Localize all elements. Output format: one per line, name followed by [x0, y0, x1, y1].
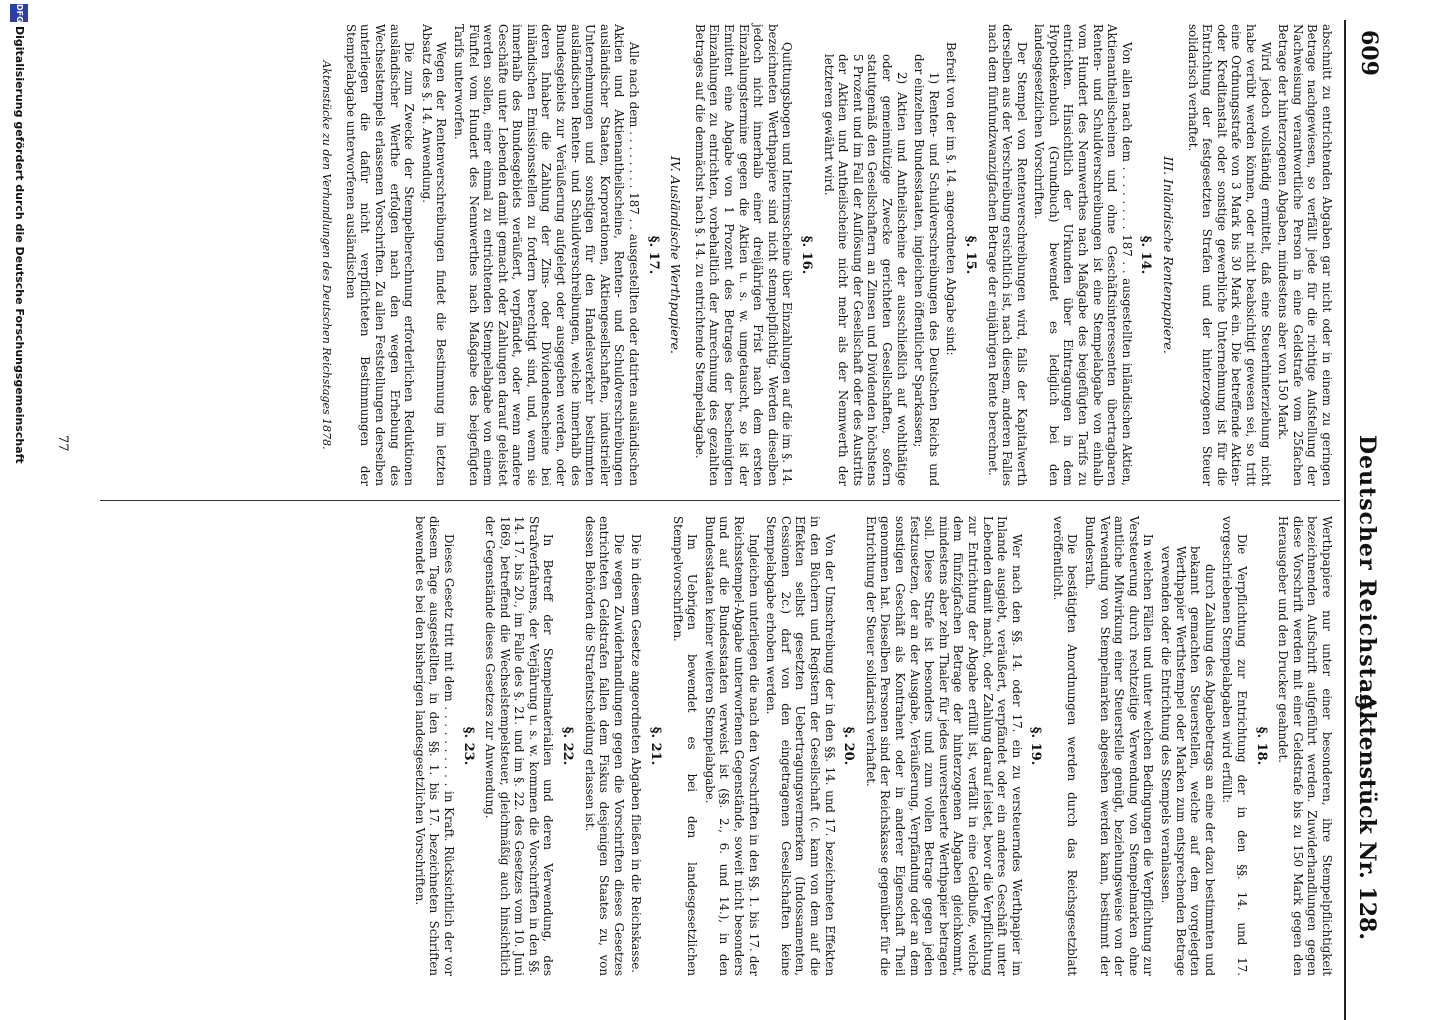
paragraph: Quittungsbogen und Interimsscheine über Einzahlungen auf die im §. 14. bezeichneten Werthpapiere sind nicht stempelpflichtig. Werden dieselben jedoch nicht innerhalb einer dreijährigen Frist nach dem ersten Einzahlungstermine gegen die Aktien u. s. w. umgetauscht, so ist der Emittent eine Abgabe von 1 Prozent des Betrages der bescheinigten Einzahlungen zu entrichten, vorbehaltlich der Anrechnung des gezahlten Betrages auf die demnächst nach §. 14. zu entrichtende Stempelabgabe.: [692, 24, 795, 486]
paragraph: Im Uebrigen bewendet es bei den landesgesetzlichen Stempelvorschriften.: [670, 516, 700, 976]
paragraph: Der Stempel von Rentenverschreibungen wird, falls der Kapitalwerth derselben aus der Verschreibung ersichtlich ist, nach diesem, anderen Falles nach dem fünfundzwanzigfachen Betrage der einjährigen Rente berechnet.: [985, 24, 1029, 486]
journal-title: Deutscher Reichstag.: [1354, 435, 1380, 720]
section-16-label: §. 16.: [799, 235, 814, 275]
list-item: 2) Aktien und Antheilscheine der ausschließlich auf wohlthätige oder gemeinnützige Zwecke gerichteten Gesellschaften, sofern statutgemäß den Gesellschaftern an Zinsen und Dividenden höchstens 5 Prozent und im Fall der Auflösung der Gesellschaft oder des Austritts der Aktien und Antheilscheine nicht mehr als der Nennwerth der letzteren gewährt wird.: [821, 54, 909, 486]
section-20-label: §. 20.: [841, 726, 857, 766]
paragraph: Befreit von der im §. 14. angeordneten Abgabe sind:: [944, 42, 959, 356]
right-column: [409, 516, 1334, 976]
paragraph: Die wegen Zuwiderhandlungen gegen die Vorschriften dieses Gesetzes entrichteten Geldstrafen fallen dem Fiskus desjenigen Staates zu, von dessen Behörden die Strafentscheidung erlassen ist.: [582, 516, 626, 976]
section-18-label: §. 18.: [1253, 726, 1269, 766]
paragraph: durch Zahlung des Abgabebetrags an eine der dazu bestimmten und bekannt gemachten Steuerstellen, welche auf dem vorgelegten Werthpapier Werthstempel oder Marken zum entsprechenden Betrage verwenden oder die Entrichtung des Stempels veranlassen.: [1159, 546, 1217, 976]
sheet-number: 77: [55, 435, 70, 452]
paragraph: Ingleichen unterliegen die nach den Vorschriften in den §§. 1. bis 17. der Reichsstempel-Abgabe unterworfenen Gegenstände, soweit nicht besonders und auf die Bundesstaaten verweist ist (§§. 2., 6. und 14.), in den Bundesstaaten keiner weiteren Stempelabgabe.: [702, 516, 761, 976]
paragraph: Dieses Gesetz tritt mit dem . . . . . . . . . . in Kraft. Rücksichtlich der vor diesem Tage ausgestellten, in den §§. 1. bis 17. bezeichneten Schriften bewendet es bei den bisherigen landesgesetzlichen Vorschriften.: [412, 516, 456, 976]
document-id: Aktenstück Nr. 128.: [1354, 694, 1380, 940]
section-22-label: §. 22.: [560, 726, 576, 766]
section-19-label: §. 19.: [1028, 726, 1044, 766]
digitization-text: Digitalisierung gefördert durch die Deutsche Forschungsgemeinschaft: [13, 26, 26, 464]
section-21-label: §. 21.: [648, 726, 664, 766]
page-number: 609: [1356, 30, 1382, 76]
left-column: [319, 24, 1334, 486]
paragraph: In welchen Fällen und unter welchen Bedingungen die Verpflichtung zur Versteuerung durch rechtzeitige Verwendung von Stempelmarken ohne amtliche Mitwirkung einer Steuerstelle genügt, beziehungsweise von der Verwendung von Stempelmarken abgesehen werden kann, bestimmt der Bundesrath.: [1083, 516, 1156, 976]
paragraph: Von der Umschreibung der in den §§. 14. und 17. bezeichneten Effekten in den Büchern und Registern der Gesellschaft (c. kann von dem auf die Effekten selbst gesetzten Uebertragungsvermerken (Indossamenten, Cessionen 2c.) darf von den eingetragenen Gesellschaften keine Stempelabgabe erhoben werden.: [764, 516, 837, 976]
section-15-label: §. 15.: [962, 235, 978, 275]
header-rule: [1344, 20, 1346, 1020]
paragraph: abschnitt zu entrichtenden Abgaben gar nicht oder in einem zu geringen Betrage nachgewiesen, so verfällt jede für die richtige Aufstellung der Nachweisung verantwortliche Person in eine Geldstrafe vom 25fachen Betrage der hinterzogenen Abgaben, mindestens aber von 150 Mark.: [1276, 24, 1334, 486]
paragraph: Werthpapiere nur unter einer besonderen, ihre Stempelpflichtigkeit bezeichnenden Aufschrift aufgeführt werden. Zuwiderhandlungen gegen diese Vorschrift werden mit einer Geldstrafe bis zu 150 Mark gegen den Herausgeber und den Drucker geahndet.: [1276, 516, 1334, 976]
paragraph: Wegen der Rentenverschreibungen findet die Bestimmung im letzten Absatz des §. 14. Anwendung.: [419, 24, 449, 486]
paragraph: Von allen nach dem . . . . . . . . 187 . . ausgestellten inländischen Aktien, Aktienantheilscheinen und ohne Geschäftsinteressenten übertragbaren Renten- und Schuldverschreibungen ist eine Stempelabgabe von einhalb vom Hundert des Nennwerthes nach Maßgabe des beigefügten Tarifs zu entrichten. Hinsichtlich der Urkunden über Eintragungen in dem Hypothekenbuch (Grundbuch) bewendet es lediglich bei den landesgesetzlichen Vorschriften.: [1032, 24, 1134, 486]
section-iii-heading: III. Inländische Rentenpapiere.: [1161, 156, 1177, 354]
paragraph: Die in diesem Gesetze angeordneten Abgaben fließen in die Reichskasse.: [629, 534, 644, 974]
section-23-label: §. 23.: [460, 726, 476, 766]
page-header: [1342, 0, 1382, 1000]
paragraph: In Betreff der Stempelmaterialien und deren Verwendung, des Strafverfahrens, der Verjährung u. s. w. kommen die Vorschriften in den §§. 14. 17. bis 20., im Falle des §. 21. und im §. 22. des Gesetzes vom 10. Juni 1869, betreffend die Wechselstempelsteuer, gleichmäßig auch hinsichtlich der Gegenstände dieses Gesetzes zur Anwendung.: [483, 516, 556, 976]
digitization-notice: [4, 0, 32, 1000]
list-item: 1) Renten- und Schuldverschreibungen des Deutschen Reichs und der einzelnen Bundesstaaten, ingleichen öffentlicher Sparkassen;: [912, 54, 941, 486]
dfg-logo-icon: DFG: [10, 4, 28, 22]
column-divider: [100, 500, 1340, 501]
section-17-label: §. 17.: [645, 235, 661, 275]
section-iv-heading: IV. Ausländische Werthpapiere.: [668, 155, 684, 355]
paragraph: Wird jedoch vollständig ermittelt, daß eine Steuerhinterziehung nicht habe verübt werden können, oder nicht beabsichtigt gewesen sei, so tritt eine Ordnungsstrafe von 3 Mark bis 30 Mark ein. Die betreffende Aktien- oder Kreditanstalt oder sonstige gewerbliche Unternehmung ist für die Entrichtung der festgesetzten Strafen und der hinterzogenen Steuer solidarisch verhaftet.: [1185, 24, 1273, 486]
paragraph: Die bestätigten Anordnungen werden durch das Reichsgesetzblatt veröffentlicht.: [1050, 516, 1080, 976]
column-footer: Aktenstücke zu den Verhandlungen des Deutschen Reichstages 1878.: [320, 60, 334, 450]
paragraph: Die Verpflichtung zur Entrichtung der in den §§. 14. und 17. vorgeschriebenen Stempelabgaben wird erfüllt:: [1220, 516, 1250, 976]
paragraph: Alle nach dem . . . . . . . . 187 . . ausgestellten oder datirten ausländischen Aktien und Aktienantheilscheine, Renten- und Schuldverschreibungen ausländischer Staaten, Korporationen, Aktiengesellschaften, industrieller Unternehmungen und sonstigen für den Handelsverkehr bestimmten ausländischen Renten- und Schuldverschreibungen, welche innerhalb des Bundesgebiets zur Veräußerung aufgelegt oder ausgegeben werden, oder deren Inhaber die Zahlung der Zins- oder Dividendenscheine bei inländischen Emissionsstellen zu fordern berechtigt sind, und, wenn sie innerhalb des Bundesgebiets veräußert, verpfändet, oder wenn andere Geschäfte unter Lebenden damit gemacht oder Zahlungen darauf geleistet werden sollen, einer einmal zu entrichtenden Stempelabgabe von einem Fünftel vom Hundert des Nennwerthes nach Maßgabe des beigefügten Tarifs unterworfen.: [451, 24, 642, 486]
paragraph: Die zum Zwecke der Stempelberechnung erforderlichen Reduktionen ausländischer Werthe erfolgen nach den wegen Erhebung des Wechselstempels erlassenen Vorschriften. Zu allen Feststellungen derselben unterliegen die dafür nicht verpflichteten Bestimmungen der Stempelabgabe unterworfenen ausländischen: [343, 24, 417, 486]
paragraph: Wer nach den §§. 14. oder 17. ein zu versteuerndes Werthpapier im Inlande ausgiebt, veräußert, verpfändet oder ein anderes Geschäft unter Lebenden damit macht, oder Zahlung darauf leistet, bevor die Verpflichtung zur Entrichtung der Abgabe erfüllt ist, verfällt in eine Geldbuße, welche dem fünfzigfachen Betrage der hinterzogenen Abgaben gleichkommt, mindestens aber zehn Thaler für jedes unversteuerte Werthpapier betragen soll. Diese Strafe ist besonders und zum vollen Betrage gegen jeden festzusetzen, der an der Ausgabe, Veräußerung, Verpfändung oder an dem sonstigen Geschäft als Kontrahent oder in anderer Eigenschaft Theil genommen hat. Dieselben Personen sind der Reichskasse gegenüber für die Entrichtung der Steuer solidarisch verhaftet.: [863, 516, 1024, 976]
section-14-label: §. 14.: [1138, 235, 1154, 275]
